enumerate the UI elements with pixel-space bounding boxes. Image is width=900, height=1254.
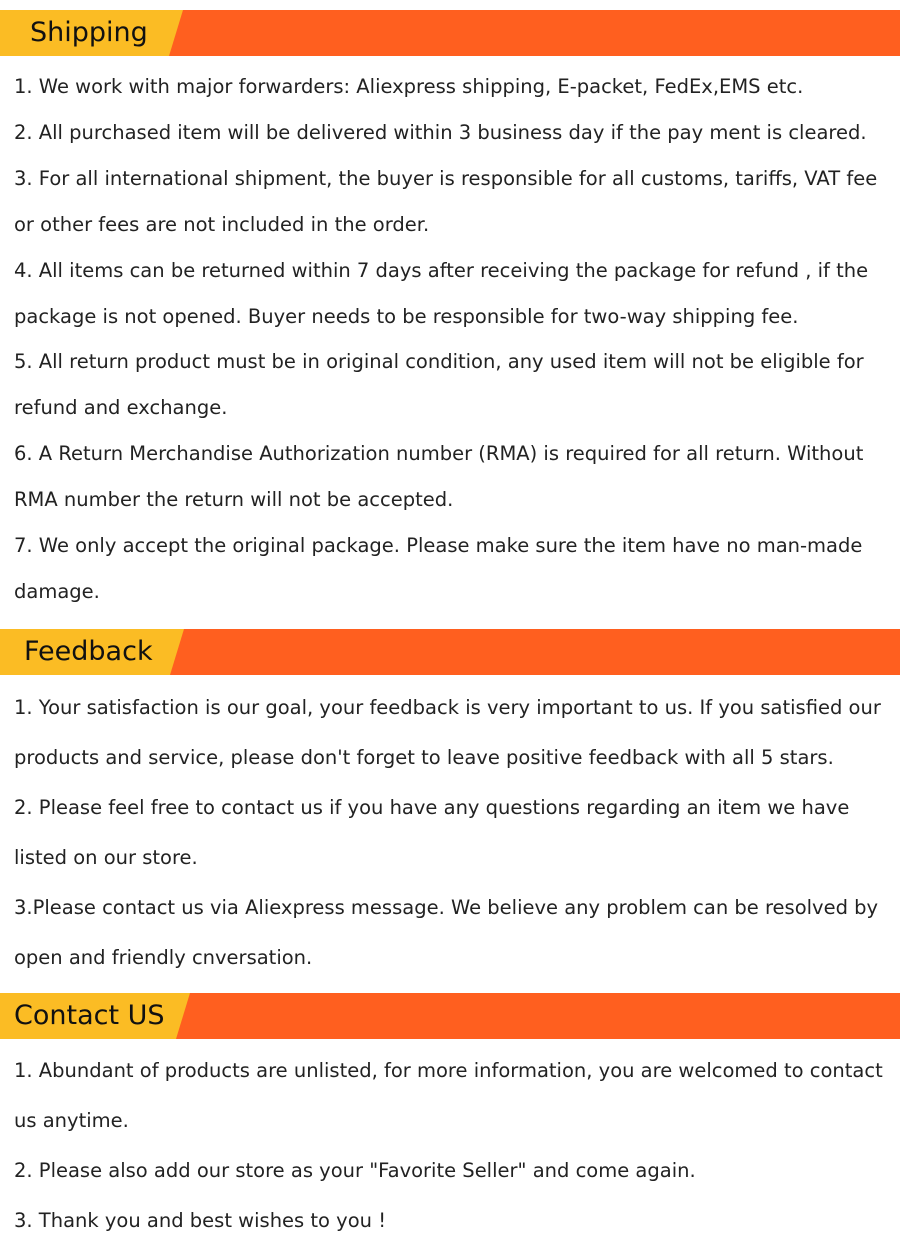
shipping-item-3-line-2: or other fees are not included in the order. — [14, 213, 430, 236]
shipping-header — [0, 10, 900, 56]
feedback-item-3-line-2: open and friendly cnversation. — [14, 946, 313, 969]
shipping-item-7-line-2: damage. — [14, 580, 100, 603]
feedback-item-1-line-2: products and service, please don't forget to leave positive feedback with all 5 stars. — [14, 746, 834, 769]
shipping-item-1-line-1: 1. We work with major forwarders: Aliexpress shipping, E-packet, FedEx,EMS etc. — [14, 75, 804, 98]
shipping-item-2-line-1: 2. All purchased item will be delivered within 3 business day if the pay ment is cleared. — [14, 121, 867, 144]
feedback-item-3-line-1: 3.Please contact us via Aliexpress message. We believe any problem can be resolved by — [14, 896, 879, 919]
feedback-item-2-line-2: listed on our store. — [14, 846, 198, 869]
shipping-item-4-line-1: 4. All items can be returned within 7 days after receiving the package for refund , if the — [14, 259, 869, 282]
contact-item-1-line-2: us anytime. — [14, 1109, 129, 1132]
feedback-item-1-line-1: 1. Your satisfaction is our goal, your feedback is very important to us. If you satisfied our — [14, 696, 881, 719]
contact-item-3-line-1: 3. Thank you and best wishes to you ! — [14, 1209, 387, 1232]
contact-title: Contact US — [14, 1000, 165, 1031]
contact-item-1-line-1: 1. Abundant of products are unlisted, for more information, you are welcomed to contact — [14, 1059, 883, 1082]
shipping-item-4-line-2: package is not opened. Buyer needs to be responsible for two-way shipping fee. — [14, 305, 799, 328]
shipping-item-6-line-1: 6. A Return Merchandise Authorization number (RMA) is required for all return. Without — [14, 442, 864, 465]
shipping-item-5-line-1: 5. All return product must be in original condition, any used item will not be eligible for — [14, 350, 864, 373]
shipping-item-6-line-2: RMA number the return will not be accepted. — [14, 488, 454, 511]
shipping-item-7-line-1: 7. We only accept the original package. Please make sure the item have no man-made — [14, 534, 863, 557]
feedback-title: Feedback — [24, 636, 153, 667]
contact-item-2-line-1: 2. Please also add our store as your "Favorite Seller" and come again. — [14, 1159, 696, 1182]
shipping-title: Shipping — [30, 17, 148, 48]
contact-header — [0, 993, 900, 1039]
shipping-item-3-line-1: 3. For all international shipment, the buyer is responsible for all customs, tariffs, VAT fee — [14, 167, 878, 190]
feedback-item-2-line-1: 2. Please feel free to contact us if you have any questions regarding an item we have — [14, 796, 850, 819]
feedback-header — [0, 629, 900, 675]
shipping-item-5-line-2: refund and exchange. — [14, 396, 228, 419]
